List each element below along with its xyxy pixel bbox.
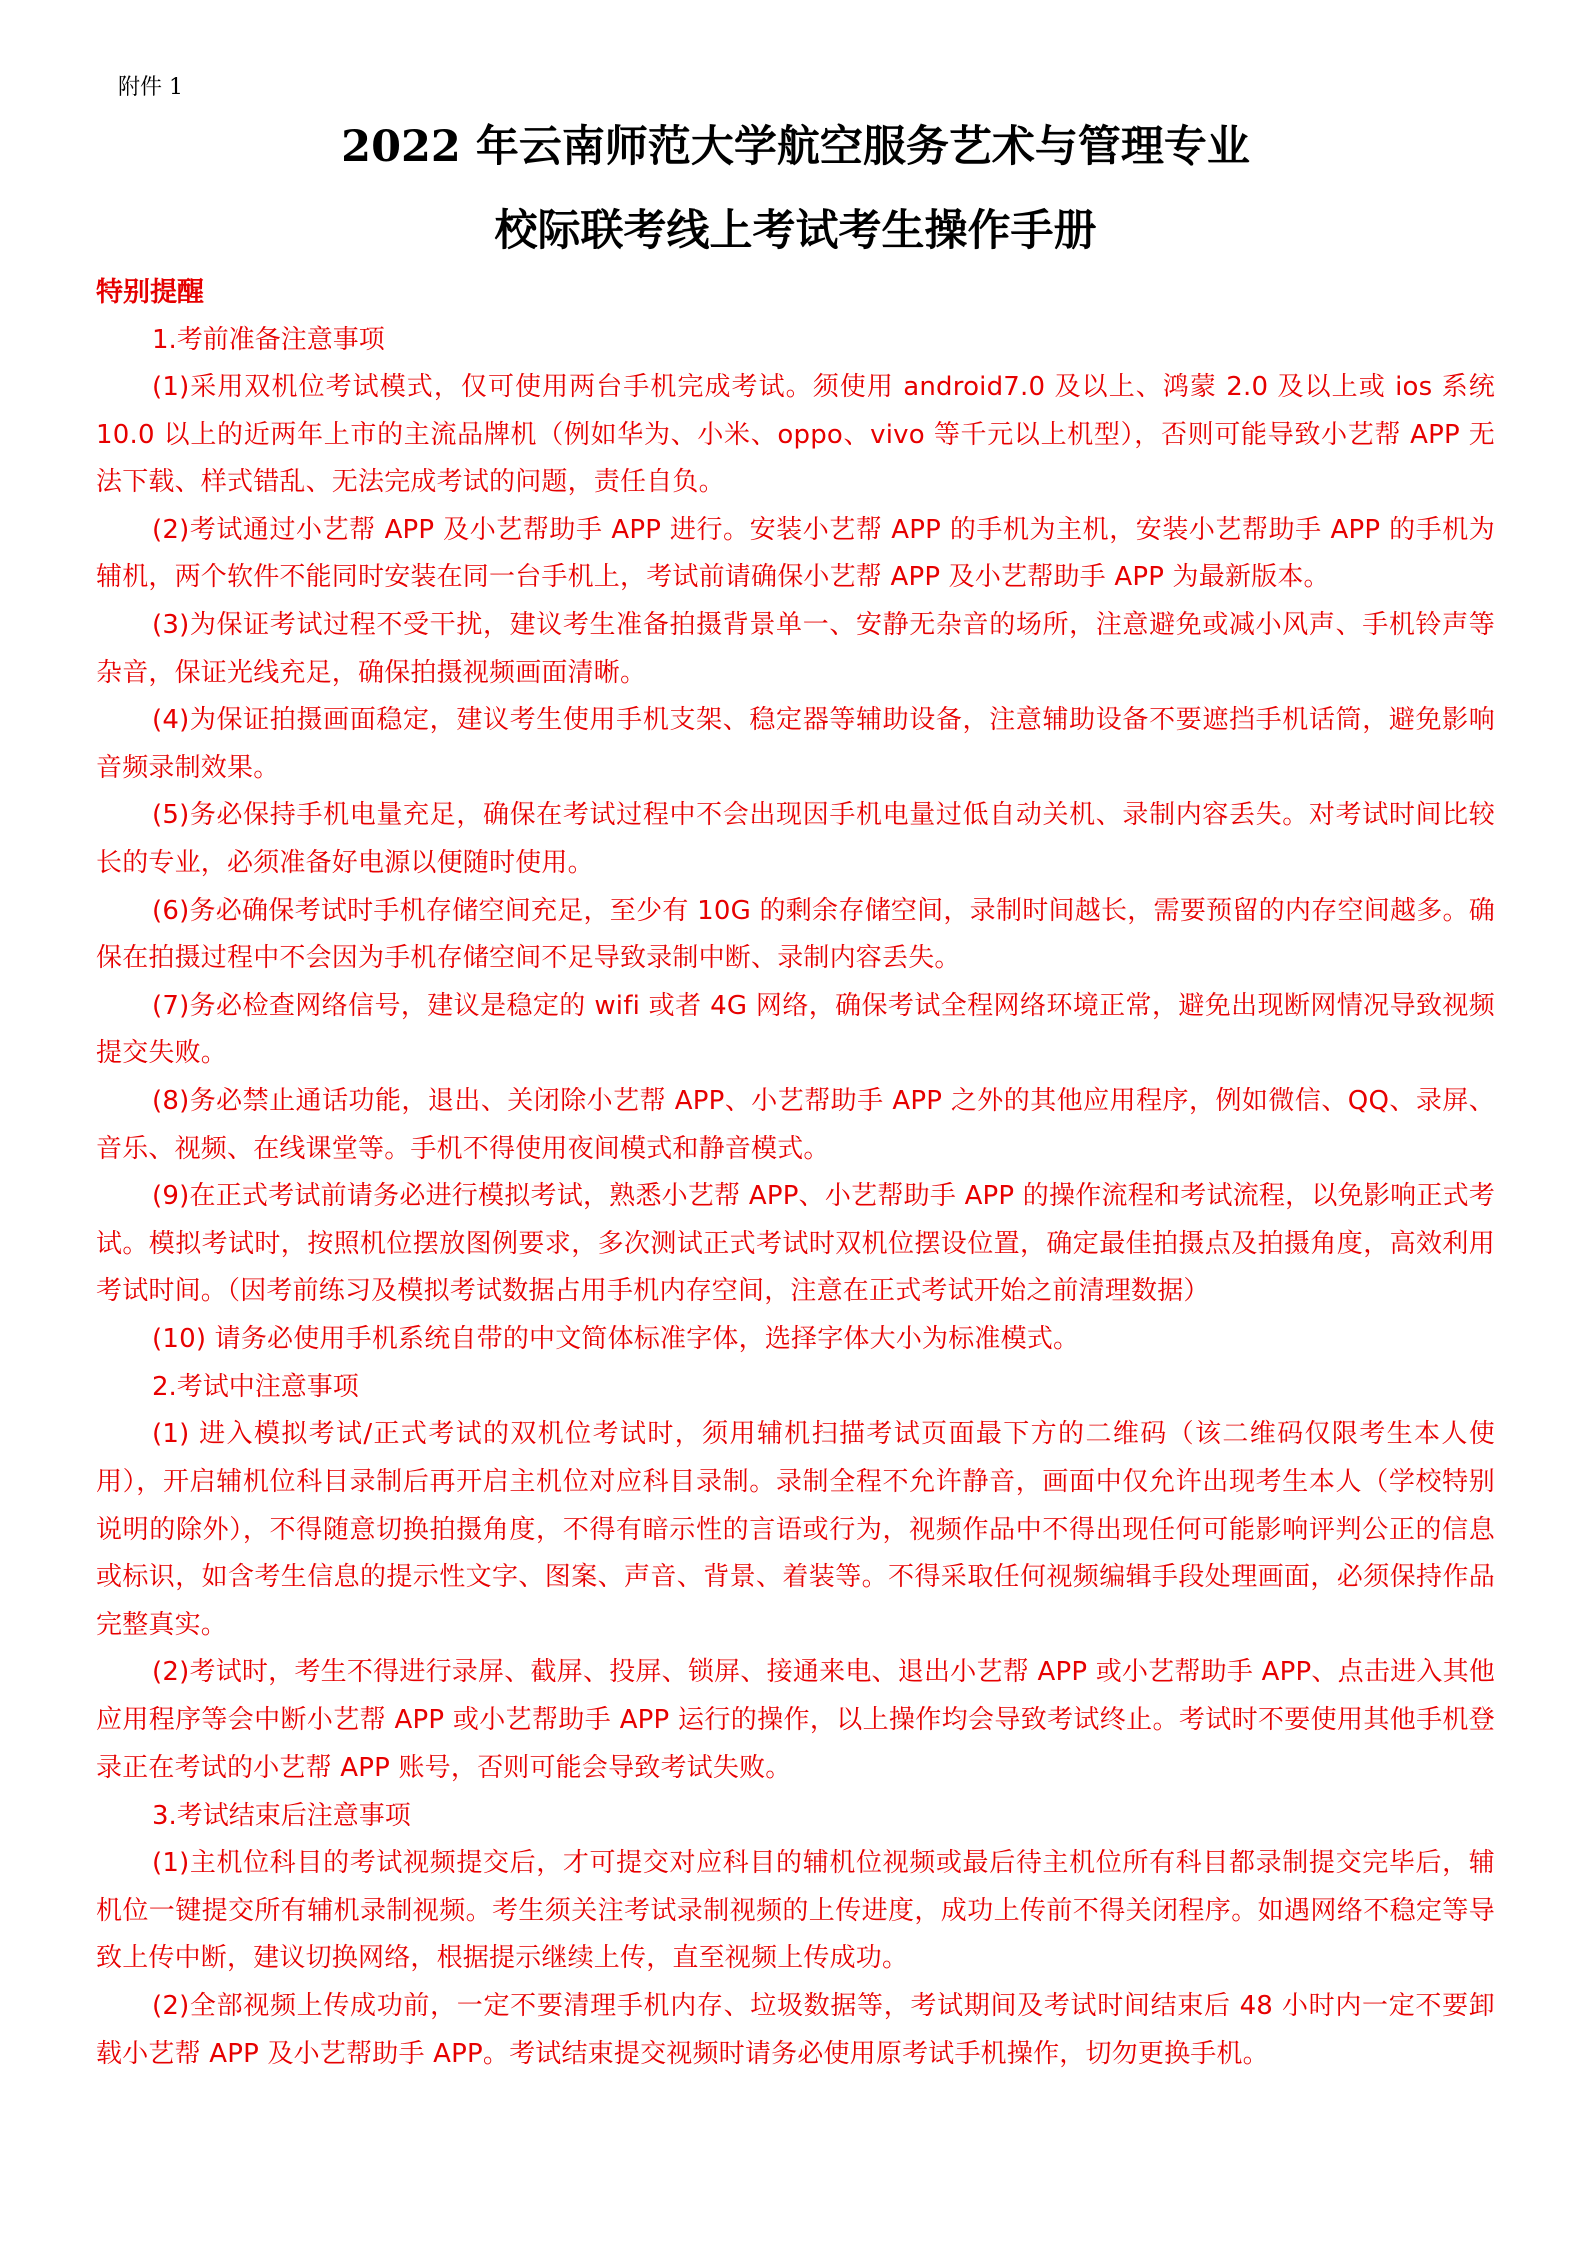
paragraph: (1) 进入模拟考试/正式考试的双机位考试时，须用辅机扫描考试页面最下方的二维码（该二维码仅限考生本人使用），开启辅机位科目录制后再开启主机位对应科目录制。录制全程不允许静音，画面中仅允许出现考生本人（学校特别说明的除外），不得随意切换拍摄角度，不得有暗示性的言语或行为，视频作品中不得出现任何可能影响评判公正的信息或标识，如含考生信息的提示性文字、图案、声音、背景、着装等。不得采取任何视频编辑手段处理画面，必须保持作品完整真实。 [96, 1419, 1495, 1640]
section-heading-post-exam: 3.考试结束后注意事项 [152, 1801, 411, 1832]
special-reminder-heading: 特别提醒 [96, 277, 204, 308]
paragraph: (5)务必保持手机电量充足，确保在考试过程中不会出现因手机电量过低自动关机、录制内容丢失。对考试时间比较长的专业，必须准备好电源以便随时使用。 [96, 800, 1495, 878]
paragraph: (1)主机位科目的考试视频提交后，才可提交对应科目的辅机位视频或最后待主机位所有科目都录制提交完毕后，辅机位一键提交所有辅机录制视频。考生须关注考试录制视频的上传进度，成功上传前不得关闭程序。如遇网络不稳定等导致上传中断，建议切换网络，根据提示继续上传，直至视频上传成功。 [96, 1848, 1495, 1974]
paragraph: (9)在正式考试前请务必进行模拟考试，熟悉小艺帮 APP、小艺帮助手 APP 的操作流程和考试流程，以免影响正式考试。模拟考试时，按照机位摆放图例要求，多次测试正式考试时双机位摆设位置，确定最佳拍摄点及拍摄角度，高效利用考试时间。（因考前练习及模拟考试数据占用手机内存空间，注意在正式考试开始之前清理数据） [96, 1181, 1495, 1307]
section-heading-during-exam: 2.考试中注意事项 [152, 1372, 359, 1403]
paragraph: (10) 请务必使用手机系统自带的中文简体标准字体，选择字体大小为标准模式。 [152, 1323, 1080, 1354]
paragraph: (2)考试通过小艺帮 APP 及小艺帮助手 APP 进行。安装小艺帮 APP 的手机为主机，安装小艺帮助手 APP 的手机为辅机，两个软件不能同时安装在同一台手机上，考试前请确保小艺帮 APP 及小艺帮助手 APP 为最新版本。 [96, 514, 1495, 593]
paragraph: (2)全部视频上传成功前，一定不要清理手机内存、垃圾数据等，考试期间及考试时间结束后 48 小时内一定不要卸载小艺帮 APP 及小艺帮助手 APP。考试结束提交视频时请务必使用原考试手机操作，切勿更换手机。 [96, 1991, 1495, 2069]
page-title-line-1: 2022 年云南师范大学航空服务艺术与管理专业 [341, 122, 1250, 172]
paragraph: (8)务必禁止通话功能，退出、关闭除小艺帮 APP、小艺帮助手 APP 之外的其他应用程序，例如微信、QQ、录屏、音乐、视频、在线课堂等。手机不得使用夜间模式和静音模式。 [96, 1085, 1495, 1164]
paragraph: (3)为保证考试过程不受干扰，建议考生准备拍摄背景单一、安静无杂音的场所，注意避免或减小风声、手机铃声等杂音，保证光线充足，确保拍摄视频画面清晰。 [96, 609, 1495, 688]
paragraph: (1)采用双机位考试模式，仅可使用两台手机完成考试。须使用 android7.0 及以上、鸿蒙 2.0 及以上或 ios 系统 10.0 以上的近两年上市的主流品牌机（例如华为、小米、oppo、vivo 等千元以上机型），否则可能导致小艺帮 APP 无法下载、样式错乱、无法完成考试的问题，责任自负。 [96, 372, 1495, 498]
paragraph: (4)为保证拍摄画面稳定，建议考生使用手机支架、稳定器等辅助设备，注意辅助设备不要遮挡手机话筒，避免影响音频录制效果。 [96, 705, 1495, 783]
page-title-line-2: 校际联考线上考试考生操作手册 [494, 206, 1097, 256]
paragraph: (7)务必检查网络信号，建议是稳定的 wifi 或者 4G 网络，确保考试全程网络环境正常，避免出现断网情况导致视频提交失败。 [96, 990, 1495, 1069]
paragraph: (6)务必确保考试时手机存储空间充足，至少有 10G 的剩余存储空间，录制时间越长，需要预留的内存空间越多。确保在拍摄过程中不会因为手机存储空间不足导致录制中断、录制内容丢失。 [96, 895, 1495, 974]
attachment-label: 附件 1 [118, 75, 183, 100]
paragraph: (2)考试时，考生不得进行录屏、截屏、投屏、锁屏、接通来电、退出小艺帮 APP 或小艺帮助手 APP、点击进入其他应用程序等会中断小艺帮 APP 或小艺帮助手 APP 运行的操作，以上操作均会导致考试终止。考试时不要使用其他手机登录正在考试的小艺帮 APP 账号，否则可能会导致考试失败。 [96, 1657, 1495, 1783]
section-heading-pre-exam: 1.考前准备注意事项 [152, 325, 385, 355]
